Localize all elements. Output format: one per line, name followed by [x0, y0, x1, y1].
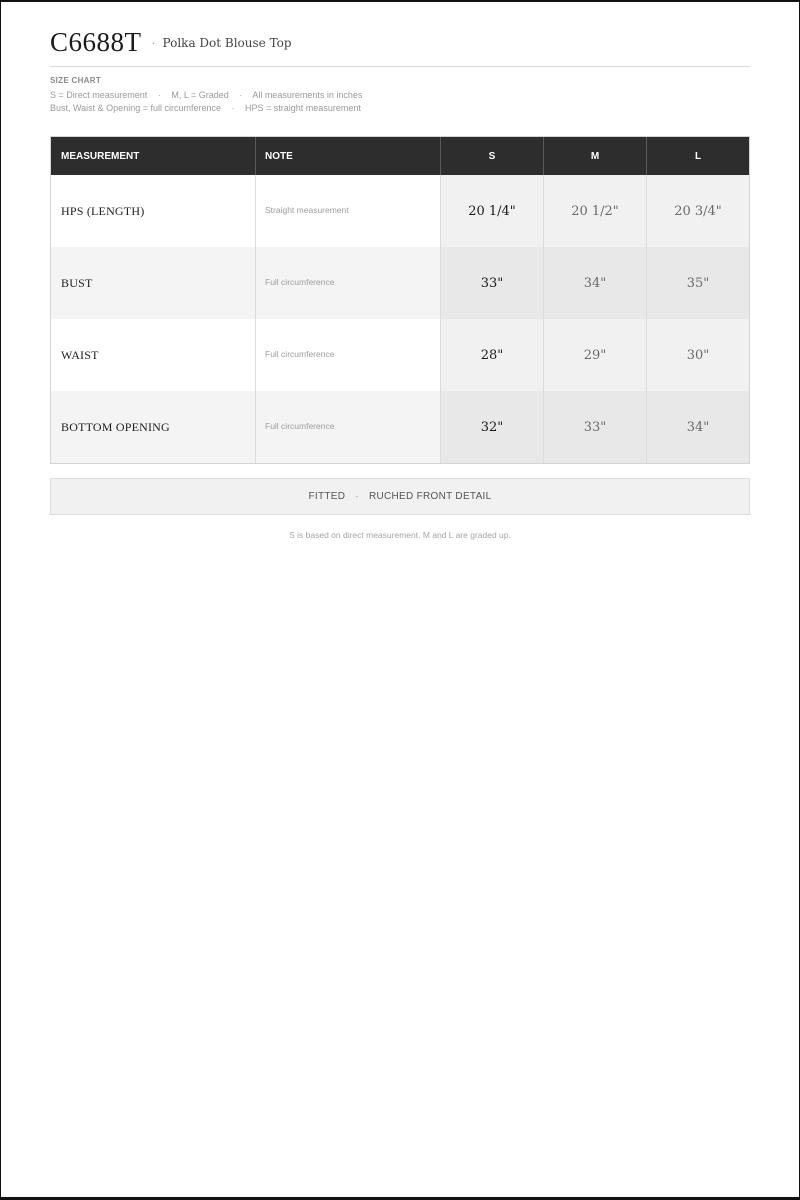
- frame-left-border: [0, 0, 1, 1200]
- size-l-value: 34": [647, 391, 749, 463]
- legend-item: S = Direct measurement: [50, 90, 148, 100]
- table-row: [51, 247, 749, 319]
- measurement-name: BOTTOM OPENING: [51, 391, 256, 463]
- page-header: [50, 18, 750, 67]
- legend-line-1: [50, 89, 750, 102]
- size-s-value: 32": [441, 391, 544, 463]
- frame-top-border: [0, 0, 800, 2]
- size-table: [50, 136, 750, 464]
- table-row: [51, 319, 749, 391]
- tag-divider: ·: [355, 491, 359, 502]
- legend-divider: ·: [157, 90, 161, 100]
- size-l-value: 20 3/4": [647, 175, 749, 247]
- legend-item: HPS = straight measurement: [245, 103, 361, 113]
- measurement-name: WAIST: [51, 319, 256, 391]
- fit-details-bar: [50, 478, 750, 515]
- size-s-value: 33": [441, 247, 544, 319]
- measurement-note: Full circumference: [256, 247, 441, 319]
- table-row: [51, 391, 749, 463]
- header-separator: ·: [151, 35, 156, 50]
- size-m-value: 29": [544, 319, 647, 391]
- size-chart-legend: [50, 76, 750, 115]
- footnote: S is based on direct measurement. M and L are graded up.: [289, 530, 511, 540]
- measurement-note: Full circumference: [256, 319, 441, 391]
- measurement-note: Full circumference: [256, 391, 441, 463]
- measurement-note: Straight measurement: [256, 175, 441, 247]
- size-m-value: 34": [544, 247, 647, 319]
- size-l-value: 35": [647, 247, 749, 319]
- product-name: Polka Dot Blouse Top: [162, 36, 292, 50]
- measurement-name: HPS (LENGTH): [51, 175, 256, 247]
- column-header-l: L: [694, 150, 702, 162]
- legend-item: Bust, Waist & Opening = full circumference: [50, 103, 221, 113]
- legend-title: SIZE CHART: [50, 76, 101, 85]
- legend-divider: ·: [231, 103, 235, 113]
- fit-tag: FITTED: [308, 491, 346, 502]
- column-header-m: M: [544, 137, 647, 175]
- size-s-value: 28": [441, 319, 544, 391]
- legend-line-2: [50, 102, 750, 115]
- legend-item: All measurements in inches: [252, 90, 363, 100]
- detail-tag: RUCHED FRONT DETAIL: [368, 491, 492, 502]
- column-header-measurement: MEASUREMENT: [51, 137, 256, 175]
- measurement-name: BUST: [51, 247, 256, 319]
- size-m-value: 20 1/2": [544, 175, 647, 247]
- product-code: C6688T: [50, 26, 142, 57]
- size-l-value: 30": [647, 319, 749, 391]
- table-header-row: [51, 137, 749, 175]
- size-m-value: 33": [544, 391, 647, 463]
- table-row: [51, 175, 749, 247]
- legend-divider: ·: [239, 90, 243, 100]
- size-s-value: 20 1/4": [441, 175, 544, 247]
- column-header-note: NOTE: [256, 137, 441, 175]
- legend-item: M, L = Graded: [171, 90, 229, 100]
- column-header-s: S: [441, 137, 544, 175]
